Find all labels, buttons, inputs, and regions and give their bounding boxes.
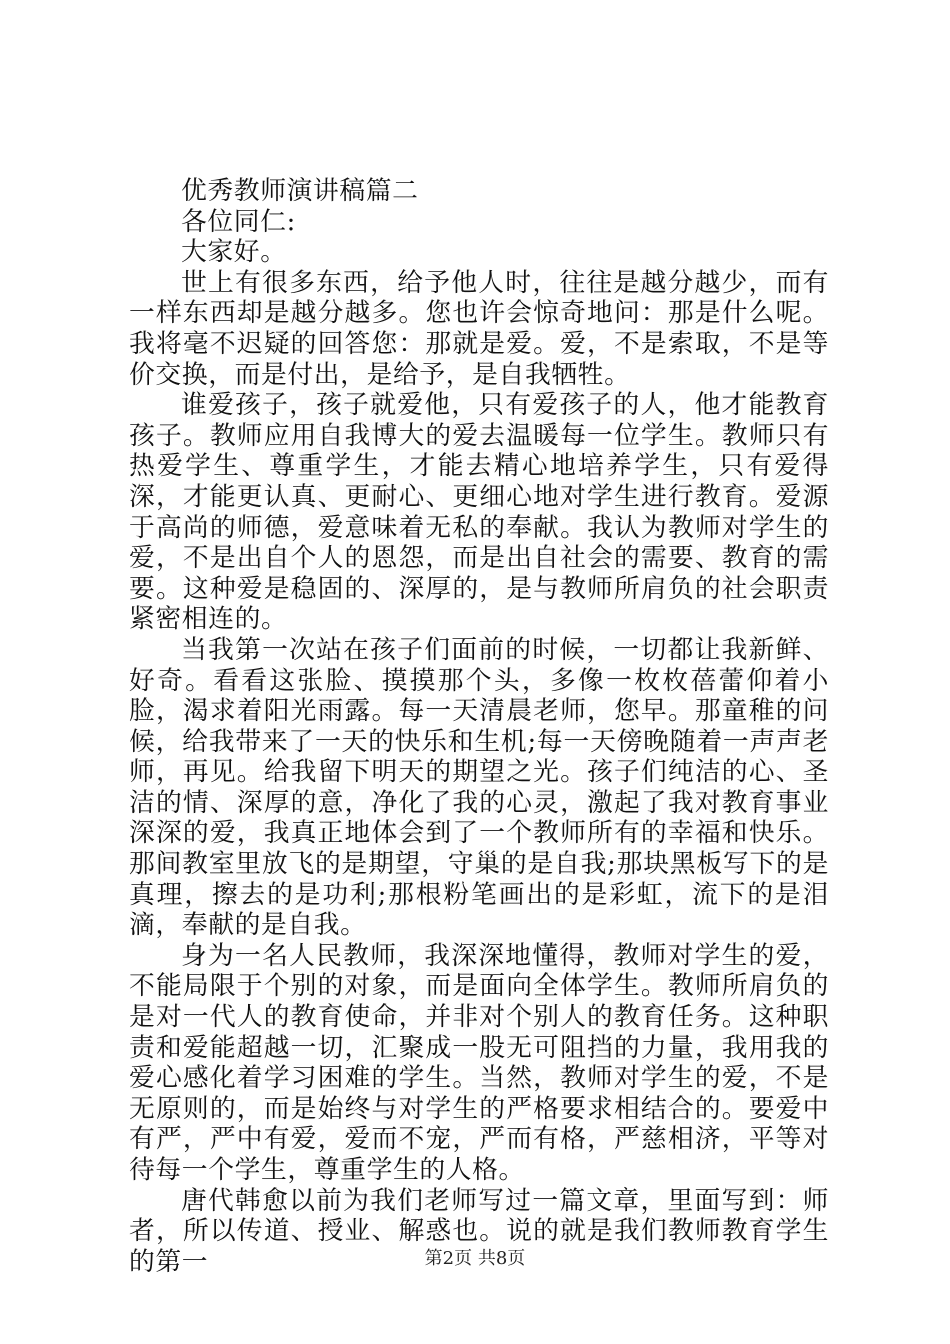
paragraph: 世上有很多东西，给予他人时，往往是越分越少，而有一样东西却是越分越多。您也许会惊奇地问：那是什么呢。我将毫不迟疑的回答您：那就是爱。爱，不是索取，不是等价交换，而是付出，是给予，是自我牺牲。 bbox=[129, 267, 829, 390]
page-footer bbox=[0, 1244, 950, 1270]
speech-title: 优秀教师演讲稿篇二 bbox=[181, 176, 419, 206]
paragraph: 谁爱孩子，孩子就爱他，只有爱孩子的人，他才能教育孩子。教师应用自我博大的爱去温暖每一位学生。教师只有热爱学生、尊重学生，才能去精心地培养学生，只有爱得深，才能更认真、更耐心、更细心地对学生进行教育。爱源于高尚的师德，爱意味着无私的奉献。我认为教师对学生的爱，不是出自个人的恩怨，而是出自社会的需要、教育的需要。这种爱是稳固的、深厚的，是与教师所肩负的社会职责紧密相连的。 bbox=[129, 390, 829, 635]
greeting: 大家好。 bbox=[181, 237, 287, 268]
salutation: 各位同仁: bbox=[181, 206, 296, 237]
paragraph: 当我第一次站在孩子们面前的时候，一切都让我新鲜、好奇。看看这张脸、摸摸那个头，多像一枚枚蓓蕾仰着小脸，渴求着阳光雨露。每一天清晨老师，您早。那童稚的问候，给我带来了一天的快乐和生机;每一天傍晚随着一声声老师，再见。给我留下明天的期望之光。孩子们纯洁的心、圣洁的情、深厚的意，净化了我的心灵，激起了我对教育事业深深的爱，我真正地体会到了一个教师所有的幸福和快乐。那间教室里放飞的是期望，守巢的是自我;那块黑板写下的是真理，擦去的是功利;那根粉笔画出的是彩虹，流下的是泪滴，奉献的是自我。 bbox=[129, 634, 829, 941]
paragraph: 身为一名人民教师，我深深地懂得，教师对学生的爱，不能局限于个别的对象，而是面向全体学生。教师所肩负的是对一代人的教育使命，并非对个别人的教育任务。这种职责和爱能超越一切，汇聚成一股无可阻挡的力量，我用我的爱心感化着学习困难的学生。当然，教师对学生的爱，不是无原则的，而是始终与对学生的严格要求相结合的。要爱中有严，严中有爱，爱而不宠，严而有格，严慈相济，平等对待每一个学生，尊重学生的人格。 bbox=[129, 940, 829, 1185]
paragraph: 唐代韩愈以前为我们老师写过一篇文章，里面写到：师者，所以传道、授业、解惑也。说的就是我们教师教育学生的第一 bbox=[129, 1185, 829, 1277]
document-body bbox=[129, 176, 829, 1277]
page-number: 第2页 共8页 bbox=[424, 1248, 526, 1269]
